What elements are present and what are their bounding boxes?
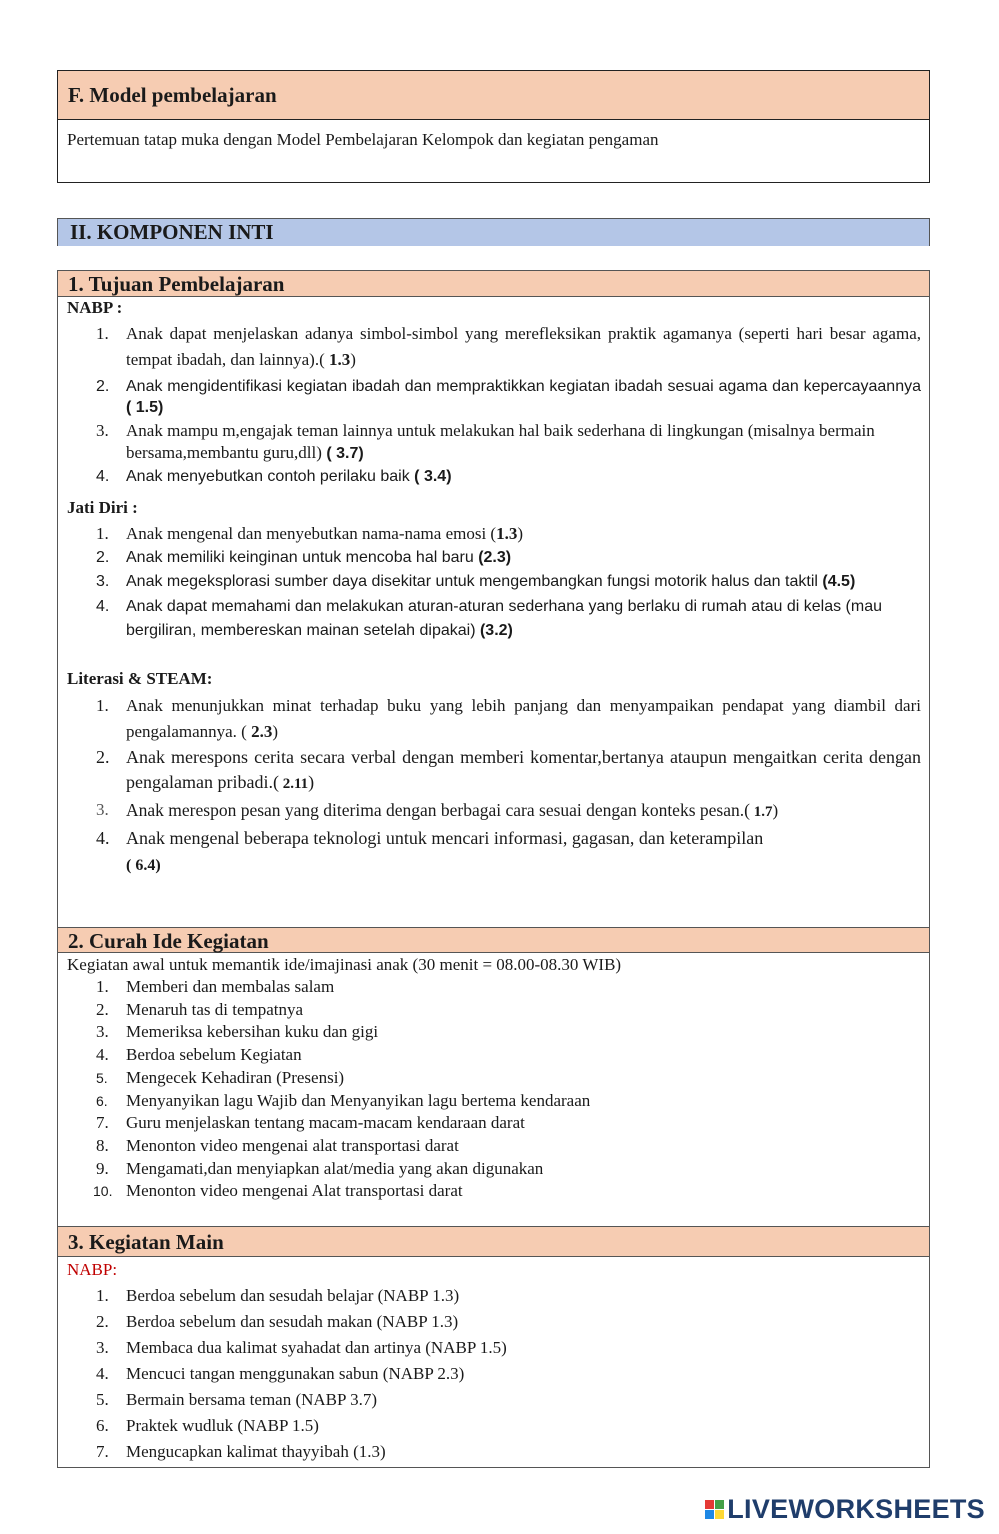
kegiatan-main-title: 3. Kegiatan Main [58, 1226, 929, 1257]
literasi-steam-list [67, 693, 921, 879]
list-item: 4. Anak mengenal beberapa teknologi untuk mencari informasi, gagasan, dan keterampilan ( 6.4) [96, 828, 764, 874]
komponen-inti-banner [57, 218, 930, 246]
list-item: 5. Mengecek Kehadiran (Presensi) [96, 1067, 345, 1087]
list-item: 3. Anak merespon pesan yang diterima dengan berbagai cara sesuai dengan konteks pesan.( 1.7) [96, 800, 779, 820]
list-item: 4. Mencuci tangan menggunakan sabun (NABP 2.3) [96, 1364, 465, 1383]
list-item: 4. Berdoa sebelum Kegiatan [96, 1045, 302, 1065]
curah-content [58, 953, 929, 1203]
list-item: 1. Berdoa sebelum dan sesudah belajar (NABP 1.3) [96, 1286, 460, 1305]
list-item: 1. Anak mengenal dan menyebutkan nama-nama emosi (1.3) [96, 524, 524, 543]
list-item: 5. Bermain bersama teman (NABP 3.7) [96, 1390, 377, 1409]
list-item: 7. Mengucapkan kalimat thayyibah (1.3) [96, 1442, 386, 1461]
list-item: 2. Menaruh tas di tempatnya [96, 999, 304, 1019]
list-item: 7. Guru menjelaskan tentang macam-macam kendaraan darat [96, 1113, 525, 1133]
kegiatan-main-nabp-label: NABP: [67, 1260, 118, 1279]
literasi-steam-label: Literasi & STEAM: [67, 669, 213, 688]
tujuan-content [58, 297, 929, 879]
liveworksheets-wordmark: LIVEWORKSHEETS [727, 1494, 985, 1524]
komponen-inti-title: II. KOMPONEN INTI [58, 219, 929, 246]
list-item: 6. Menyanyikan lagu Wajib dan Menyanyikan lagu bertema kendaraan [96, 1090, 591, 1110]
list-item: 2. Anak memiliki keinginan untuk mencoba hal baru (2.3) [96, 549, 512, 566]
curah-list [67, 976, 921, 1203]
list-item: 1. Anak menunjukkan minat terhadap buku yang lebih panjang dan menyampaikan pendapat yang diambil dari pengalamannya. ( 2.3) [96, 696, 921, 741]
jati-diri-list [67, 522, 921, 643]
tujuan-title: 1. Tujuan Pembelajaran [58, 271, 929, 297]
kegiatan-main-list [67, 1283, 921, 1465]
list-item: 4. Anak dapat memahami dan melakukan aturan-aturan sederhana yang berlaku di rumah atau di kelas (mau bergiliran, membereskan mainan setelah dipakai) (3.2) [96, 598, 882, 639]
list-item: 3. Membaca dua kalimat syahadat dan artinya (NABP 1.5) [96, 1338, 507, 1357]
list-item: 6. Praktek wudluk (NABP 1.5) [96, 1416, 319, 1435]
list-item: 9. Mengamati,dan menyiapkan alat/media yang akan digunakan [96, 1158, 544, 1178]
list-item: 10. Menonton video mengenai Alat transportasi darat [93, 1181, 463, 1201]
list-item: 2. Berdoa sebelum dan sesudah makan (NABP 1.3) [96, 1312, 459, 1331]
list-item: 8. Menonton video mengenai alat transportasi darat [96, 1135, 459, 1155]
section-f-title: F. Model pembelajaran [58, 71, 929, 120]
curah-section [58, 927, 929, 1203]
list-item: 3. Memeriksa kebersihan kuku dan gigi [96, 1022, 379, 1042]
liveworksheets-logo[interactable] [705, 1494, 985, 1525]
curah-intro: Kegiatan awal untuk memantik ide/imajinasi anak (30 menit = 08.00-08.30 WIB) [67, 955, 622, 974]
curah-title: 2. Curah Ide Kegiatan [58, 927, 929, 953]
section-model-pembelajaran [57, 70, 930, 183]
list-item: 4. Anak menyebutkan contoh perilaku baik ( 3.4) [96, 468, 452, 485]
kegiatan-main-content [58, 1257, 929, 1465]
kegiatan-main-section [58, 1226, 929, 1465]
list-item: 3. Anak mampu m,engajak teman lainnya untuk melakukan hal baik sederhana di lingkungan (misalnya bermain bersama,membantu guru,dll) ( 3.7) [96, 421, 875, 462]
section-f-text: Pertemuan tatap muka dengan Model Pembelajaran Kelompok dan kegiatan pengaman [67, 130, 659, 149]
list-item: 3. Anak megeksplorasi sumber daya disekitar untuk mengembangkan fungsi motorik halus dan taktil (4.5) [96, 573, 856, 590]
nabp-list [67, 321, 921, 488]
list-item: 2. Anak mengidentifikasi kegiatan ibadah dan mempraktikkan kegiatan ibadah sesuai agama dan kepercayaannya ( 1.5) [96, 378, 921, 416]
jati-diri-label: Jati Diri : [67, 498, 138, 517]
liveworksheets-mark-icon [705, 1500, 724, 1519]
list-item: 1. Memberi dan membalas salam [96, 977, 335, 996]
nabp-label: NABP : [67, 298, 123, 317]
list-item: 1. Anak dapat menjelaskan adanya simbol-simbol yang merefleksikan praktik agamanya (seperti hari besar agama, tempat ibadah, dan lainnya).( 1.3) [96, 324, 921, 369]
komponen-inti-table [57, 270, 930, 1468]
list-item: 2. Anak merespons cerita secara verbal dengan memberi komentar,bertanya ataupun mengaitkan cerita dengan pengalaman pribadi.( 2.11) [96, 747, 921, 792]
